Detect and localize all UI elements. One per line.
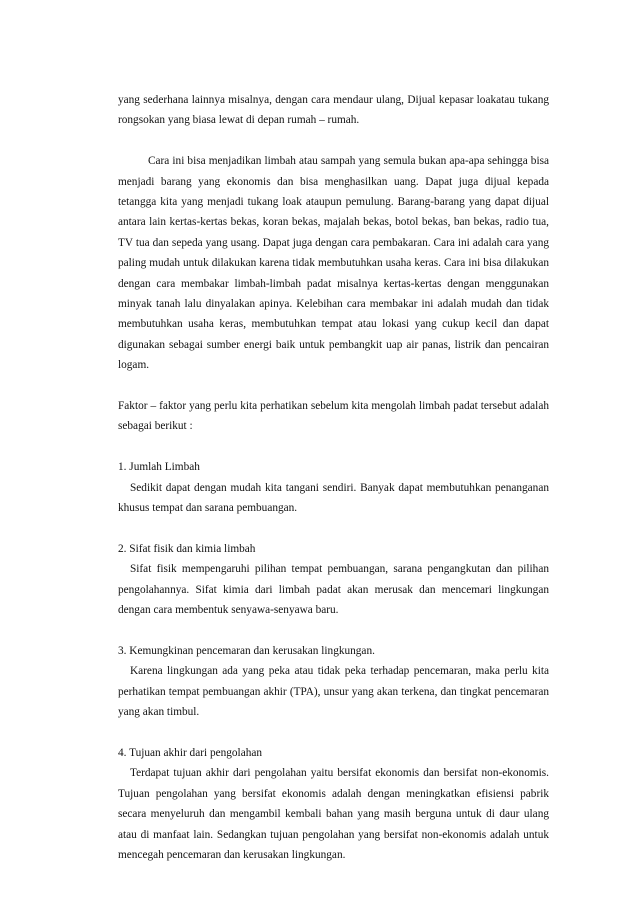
document-page [118,90,549,865]
factor-3-title: 3. Kemungkinan pencemaran dan kerusakan lingkungan. [118,644,375,657]
paragraph-gap [118,437,549,457]
paragraph-recycling-intro: yang sederhana lainnya misalnya, dengan cara mendaur ulang, Dijual kepasar loakatau tukang rongsokan yang biasa lewat di depan rumah – rumah. [118,94,549,127]
factor-1-body: Sedikit dapat dengan mudah kita tangani sendiri. Banyak dapat membutuhkan penanganan khusus tempat dan sarana pembuangan. [118,481,549,515]
paragraph-gap [118,621,549,641]
factor-1-title: 1. Jumlah Limbah [118,461,200,474]
paragraph-disposal-methods: Cara ini bisa menjadikan limbah atau sampah yang semula bukan apa-apa sehingga bisa menjadi barang yang ekonomis dan bisa menghasilkan uang. Dapat juga dijual kepada tetangga kita yang menjadi tukang loak ataupun pemulung. Barang-barang yang dapat dijual antara lain kertas-kertas bekas, koran bekas, majalah bekas, botol bekas, ban bekas, radio tua, TV tua dan sepeda yang usang. Dapat juga dengan cara pembakaran. Cara ini adalah cara yang paling mudah untuk dilakukan karena tidak membutuhkan usaha keras. Cara ini bisa dilakukan dengan cara membakar limbah-limbah padat misalnya kertas-kertas dengan menggunakan minyak tanah lalu dinyalakan apinya. Kelebihan cara membakar ini adalah mudah dan tidak membutuhkan usaha keras, membutuhkan tempat atau lokasi yang cukup kecil dan dapat digunakan sebagai sumber energi baik untuk pembangkit uap air panas, listrik dan pencairan logam. [118,155,549,372]
paragraph-gap [118,723,549,743]
factor-4-title: 4. Tujuan akhir dari pengolahan [118,746,263,759]
paragraph-gap [118,131,549,151]
factor-3-body: Karena lingkungan ada yang peka atau tidak peka terhadap pencemaran, maka perlu kita perhatikan tempat pembuangan akhir (TPA), unsur yang akan terkena, dan tingkat pencemaran yang akan timbul. [118,665,549,719]
paragraph-factors-intro: Faktor – faktor yang perlu kita perhatikan sebelum kita mengolah limbah padat tersebut adalah sebagai berikut : [118,400,549,433]
factor-4-body: Terdapat tujuan akhir dari pengolahan yaitu bersifat ekonomis dan bersifat non-ekonomis. Tujuan pengolahan yang bersifat ekonomis adalah dengan meningkatkan efisiensi pabrik secara menyeluruh dan mengambil kembali bahan yang masih berguna untuk di daur ulang atau di manfaat lain. Sedangkan tujuan pengolahan yang bersifat non-ekonomis adalah untuk mencegah pencemaran dan kerusakan lingkungan. [118,767,549,861]
factor-2-body: Sifat fisik mempengaruhi pilihan tempat pembuangan, sarana pengangkutan dan pilihan pengolahannya. Sifat kimia dari limbah padat akan merusak dan mencemari lingkungan dengan cara membentuk senyawa-senyawa baru. [118,563,549,617]
paragraph-gap [118,518,549,538]
factor-2-title: 2. Sifat fisik dan kimia limbah [118,542,256,555]
paragraph-gap [118,376,549,396]
